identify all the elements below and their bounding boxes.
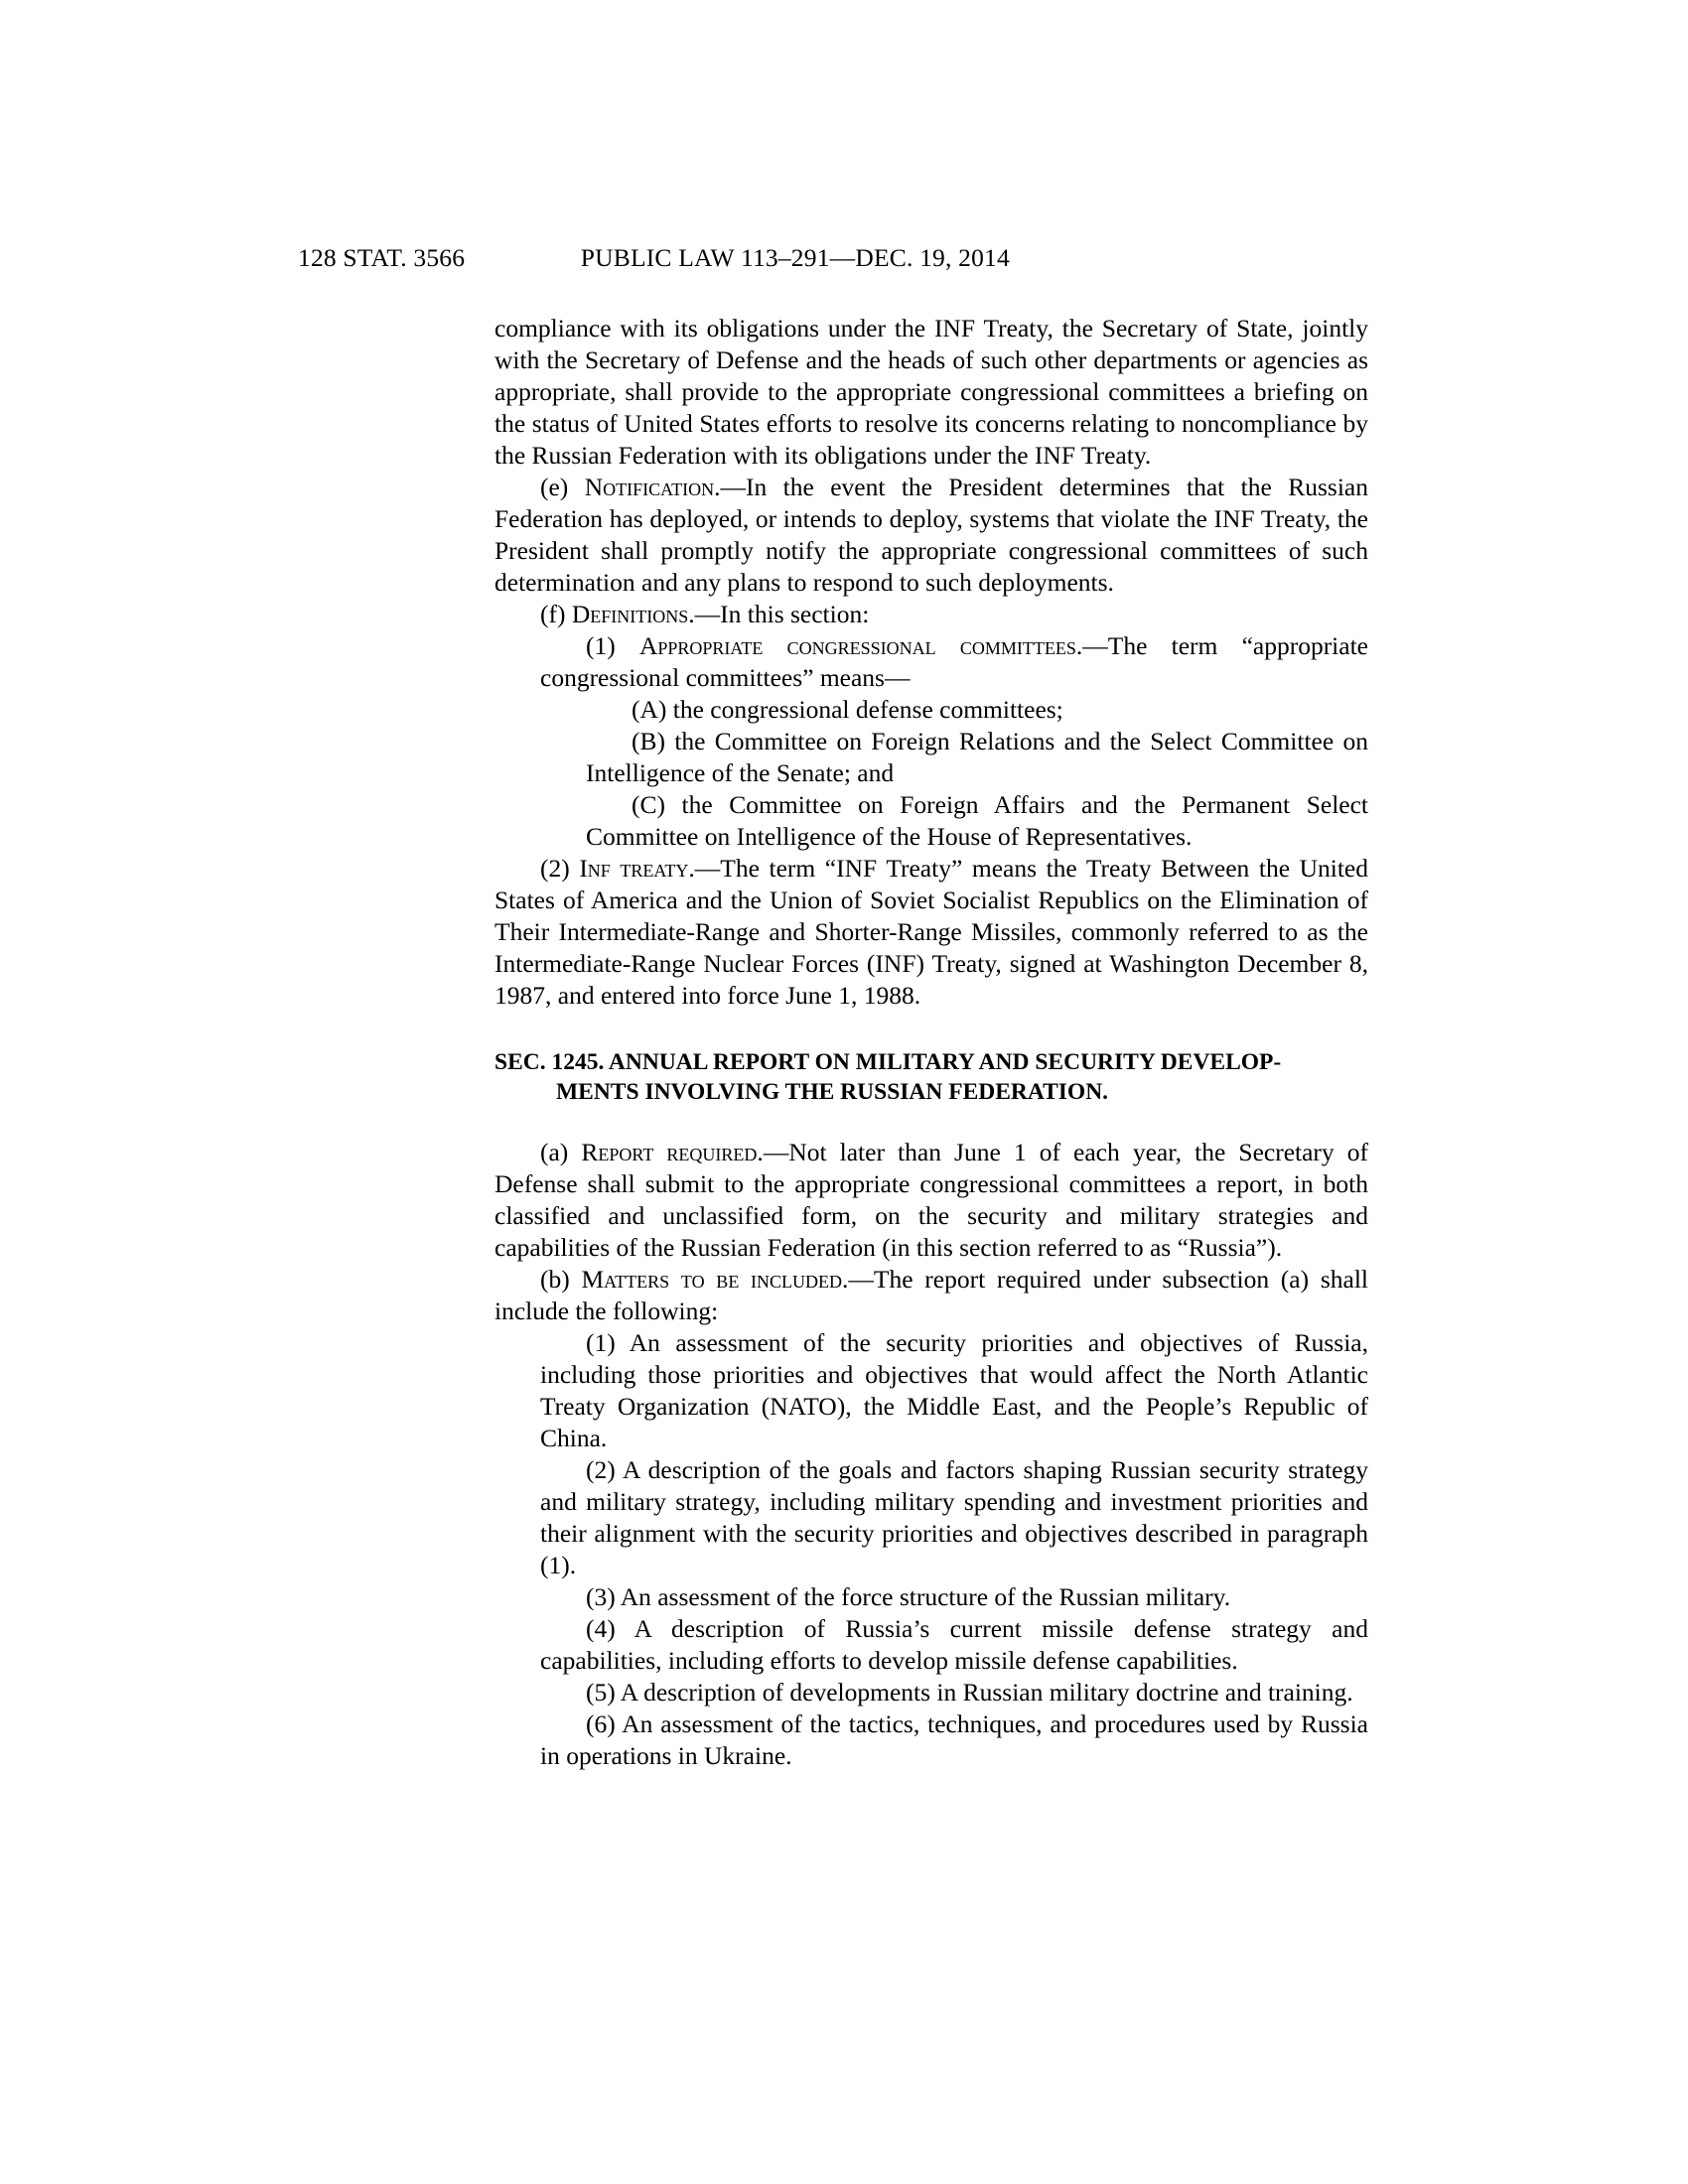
run-in-heading: Matters to be included. (581, 1265, 849, 1295)
page-header (298, 243, 1390, 273)
section-heading-line-2: MENTS INVOLVING THE RUSSIAN FEDERATION. (556, 1079, 1109, 1106)
paragraph-f-definitions: (f) Definitions.—In this section: (540, 600, 870, 628)
paragraph-1-appropriate-congressional-committees: (1) Appropriate congressional committees.—The term “appropriate congressional committees” means— (540, 631, 1368, 692)
paragraph-continuation: compliance with its obligations under the INF Treaty, the Secretary of State, jointly with the Secretary of Defense and the heads of such other departments or agencies as appropriate, shall provide to the appropriate congressional committees a briefing on the status of United States efforts to resolve its concerns relating to noncompliance by the Russian Federation with its obligations under the INF Treaty. (494, 314, 1368, 470)
paragraph-a-report-required: (a) Report required.—Not later than June 1 of each year, the Secretary of Defense shall submit to the appropriate congressional committees a report, in both classified and unclassified form, on the security and military strategies and capabilities of the Russian Federation (in this section referred to as “Russia”). (494, 1138, 1368, 1263)
run-in-heading: Inf treaty. (579, 854, 695, 883)
run-in-heading: Report required. (581, 1138, 764, 1167)
public-law-citation: PUBLIC LAW 113–291—DEC. 19, 2014 (580, 243, 1010, 272)
paragraph-e-notification: (e) Notification.—In the event the President determines that the Russian Federation has deployed, or intends to deploy, systems that violate the INF Treaty, the President shall promptly notify the appropriate congressional committees of such determination and any plans to respond to such deployments. (494, 473, 1368, 597)
paragraph-2-goals-and-factors: (2) A description of the goals and factors shaping Russian security strategy and military strategy, including military spending and investment priorities and their alignment with the security priorities and objectives described in paragraph (1). (540, 1455, 1368, 1580)
run-in-heading: Definitions. (571, 600, 695, 628)
section-heading-line-1: SEC. 1245. ANNUAL REPORT ON MILITARY AND SECURITY DEVELOP- (494, 1049, 1282, 1075)
statute-citation: 128 STAT. 3566 (298, 243, 466, 272)
paragraph-6-tactics-techniques: (6) An assessment of the tactics, techniques, and procedures used by Russia in operations in Ukraine. (540, 1709, 1368, 1771)
section-heading (494, 1047, 1368, 1107)
paragraph-5-military-doctrine: (5) A description of developments in Russian military doctrine and training. (586, 1678, 1353, 1707)
run-in-heading: Notification. (584, 473, 721, 501)
paragraph-1-security-priorities: (1) An assessment of the security priorities and objectives of Russia, including those priorities and objectives that would affect the North Atlantic Treaty Organization (NATO), the Middle East, and the People’s Republic of China. (540, 1328, 1368, 1453)
subparagraph-A: (A) the congressional defense committees; (632, 695, 1063, 724)
paragraph-4-missile-defense: (4) A description of Russia’s current missile defense strategy and capabilities, including efforts to develop missile defense capabilities. (540, 1614, 1368, 1676)
run-in-heading: Appropriate congressional committees. (638, 631, 1083, 660)
subparagraph-B: (B) the Committee on Foreign Relations and the Select Committee on Intelligence of the Senate; and (586, 727, 1368, 787)
paragraph-2-inf-treaty: (2) Inf treaty.—The term “INF Treaty” means the Treaty Between the United States of America and the Union of Soviet Socialist Republics on the Elimination of Their Intermediate-Range and Shorter-Range Missiles, commonly referred to as the Intermediate-Range Nuclear Forces (INF) Treaty, signed at Washington December 8, 1987, and entered into force June 1, 1988. (494, 854, 1368, 1010)
paragraph-3-force-structure: (3) An assessment of the force structure of the Russian military. (586, 1582, 1231, 1612)
paragraph-b-matters-to-be-included: (b) Matters to be included.—The report required under subsection (a) shall include the following: (494, 1265, 1369, 1326)
body-column (494, 313, 1368, 1772)
subparagraph-C: (C) the Committee on Foreign Affairs and the Permanent Select Committee on Intelligence of the House of Representatives. (586, 790, 1368, 851)
